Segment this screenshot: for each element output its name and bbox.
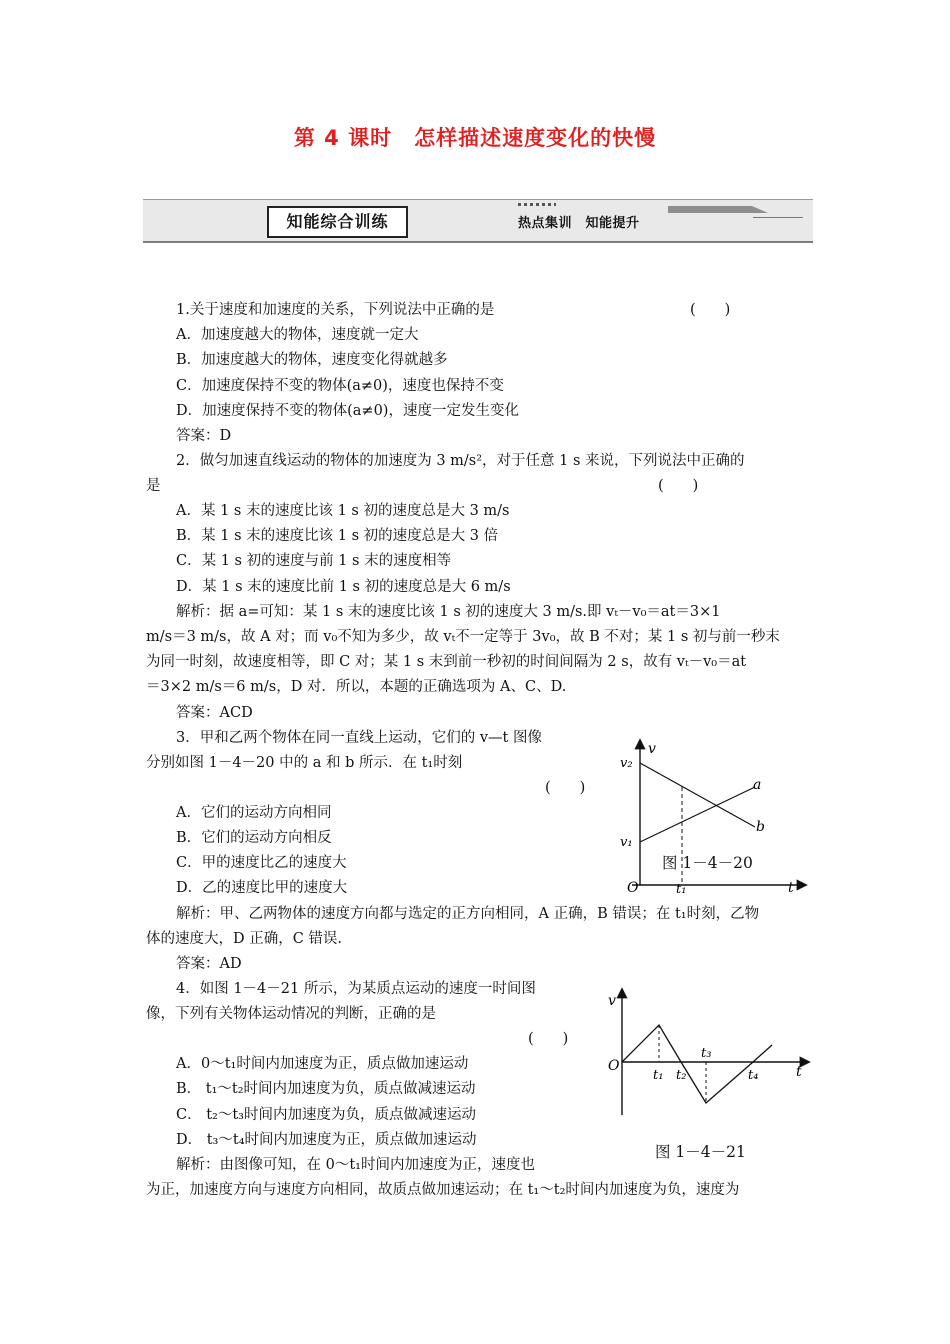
q4-analysis-2: 为正，加速度方向与速度方向相同，故质点做加速运动；在 t₁～t₂时间内加速度为负，速度为	[146, 1182, 740, 1198]
section-banner	[143, 199, 813, 243]
q4-option-b: B． t₁～t₂时间内加速度为负，质点做减速运动	[176, 1081, 476, 1097]
t2-label: t₂	[676, 1068, 687, 1083]
origin-label: O	[608, 1058, 620, 1074]
q2-option-a: A．某 1 s 末的速度比该 1 s 初的速度总是大 3 m/s	[176, 503, 510, 519]
v2-label: v₂	[620, 756, 633, 771]
q1-stem: 1.关于速度和加速度的关系，下列说法中正确的是	[176, 302, 495, 318]
q4-option-a: A．0～t₁时间内加速度为正，质点做加速运动	[176, 1056, 469, 1072]
q2-answer-blank: ( )	[658, 478, 699, 494]
q2-analysis: 解析：据 a=可知：某 1 s 末的速度比该 1 s 初的速度大 3 m/s.即 vₜ－v₀＝at＝3×1	[176, 604, 721, 620]
q4-analysis: 解析：由图像可知，在 0～t₁时间内加速度为正，速度也	[176, 1157, 535, 1173]
q3-analysis: 解析：甲、乙两物体的速度方向都与选定的正方向相同，A 正确，B 错误；在 t₁时刻，乙物	[176, 906, 760, 922]
v-label: v	[648, 741, 656, 757]
figure-1-4-21	[600, 985, 815, 1120]
q3-option-c: C．甲的速度比乙的速度大	[176, 855, 347, 871]
t-label: t	[788, 880, 794, 895]
q1-answer: 答案：D	[176, 428, 232, 444]
q2-answer: 答案：ACD	[176, 705, 253, 721]
q4-option-c: C． t₂～t₃时间内加速度为负，质点做减速运动	[176, 1107, 476, 1123]
v-label: v	[608, 993, 616, 1009]
banner-line	[753, 217, 803, 218]
q1-option-a: A．加速度越大的物体，速度就一定大	[176, 327, 419, 343]
q3-option-b: B．它们的运动方向相反	[176, 830, 332, 846]
q2-stem: 2．做匀加速直线运动的物体的加速度为 3 m/s²，对于任意 1 s 来说，下列说法中正确的	[176, 453, 745, 469]
q4-stem: 4．如图 1－4－21 所示，为某质点运动的速度一时间图	[176, 981, 536, 997]
t1-label: t₁	[676, 882, 687, 895]
q2-analysis-3: 为同一时刻，故速度相等，即 C 对；某 1 s 末到前一秒初的时间间隔为 2 s，故有 vₜ－v₀＝at	[146, 654, 747, 670]
t-label: t	[796, 1064, 802, 1080]
q2-stem-cont: 是	[146, 478, 161, 494]
t3-label: t₃	[701, 1046, 712, 1061]
q1-option-d: D．加速度保持不变的物体(a≠0)，速度一定发生变化	[176, 403, 519, 419]
title-lesson: 第 4 课时	[293, 126, 393, 150]
v1-label: v₁	[620, 835, 633, 850]
q2-option-b: B．某 1 s 末的速度比该 1 s 初的速度总是大 3 倍	[176, 528, 499, 544]
title-topic: 怎样描述速度变化的快慢	[414, 126, 657, 150]
figure-1-4-20-caption: 图 1－4－20	[662, 854, 753, 872]
velocity-curve	[622, 1025, 772, 1103]
q3-answer: 答案：AD	[176, 956, 242, 972]
banner-subtitle: 热点集训 知能提升	[518, 216, 640, 231]
q2-option-d: D．某 1 s 末的速度比前 1 s 初的速度总是大 6 m/s	[176, 579, 511, 595]
q2-analysis-4: ＝3×2 m/s＝6 m/s，D 对．所以，本题的正确选项为 A、C、D.	[146, 679, 567, 695]
q3-answer-blank: ( )	[545, 780, 586, 796]
q1-option-b: B．加速度越大的物体，速度变化得就越多	[176, 352, 448, 368]
a-label: a	[753, 777, 762, 793]
banner-arrow	[668, 206, 768, 213]
q3-option-d: D．乙的速度比甲的速度大	[176, 880, 348, 896]
origin-label: O	[627, 880, 639, 895]
page-title	[0, 122, 950, 152]
b-label: b	[756, 819, 765, 835]
q4-option-d: D． t₃～t₄时间内加速度为正，质点做加速运动	[176, 1132, 477, 1148]
banner-dots	[518, 203, 556, 206]
q1-option-c: C．加速度保持不变的物体(a≠0)，速度也保持不变	[176, 378, 504, 394]
q3-stem-cont: 分别如图 1－4－20 中的 a 和 b 所示．在 t₁时刻	[146, 755, 463, 771]
banner-title: 知能综合训练	[267, 206, 408, 238]
q2-option-c: C．某 1 s 初的速度与前 1 s 末的速度相等	[176, 553, 452, 569]
t1-label: t₁	[653, 1068, 664, 1083]
q4-stem-cont: 像，下列有关物体运动情况的判断，正确的是	[146, 1006, 436, 1022]
t4-label: t₄	[748, 1068, 759, 1083]
q2-analysis-2: m/s＝3 m/s，故 A 对；而 v₀不知为多少，故 vₜ不一定等于 3v₀，故 B 不对；某 1 s 初与前一秒末	[146, 629, 780, 645]
q3-analysis-2: 体的速度大，D 正确，C 错误.	[146, 931, 343, 947]
figure-1-4-21-caption: 图 1－4－21	[655, 1143, 746, 1161]
q3-stem: 3．甲和乙两个物体在同一直线上运动，它们的 v—t 图像	[176, 730, 542, 746]
q4-answer-blank: ( )	[528, 1031, 569, 1047]
q3-option-a: A．它们的运动方向相同	[176, 805, 332, 821]
q1-answer-blank: ( )	[690, 302, 731, 318]
